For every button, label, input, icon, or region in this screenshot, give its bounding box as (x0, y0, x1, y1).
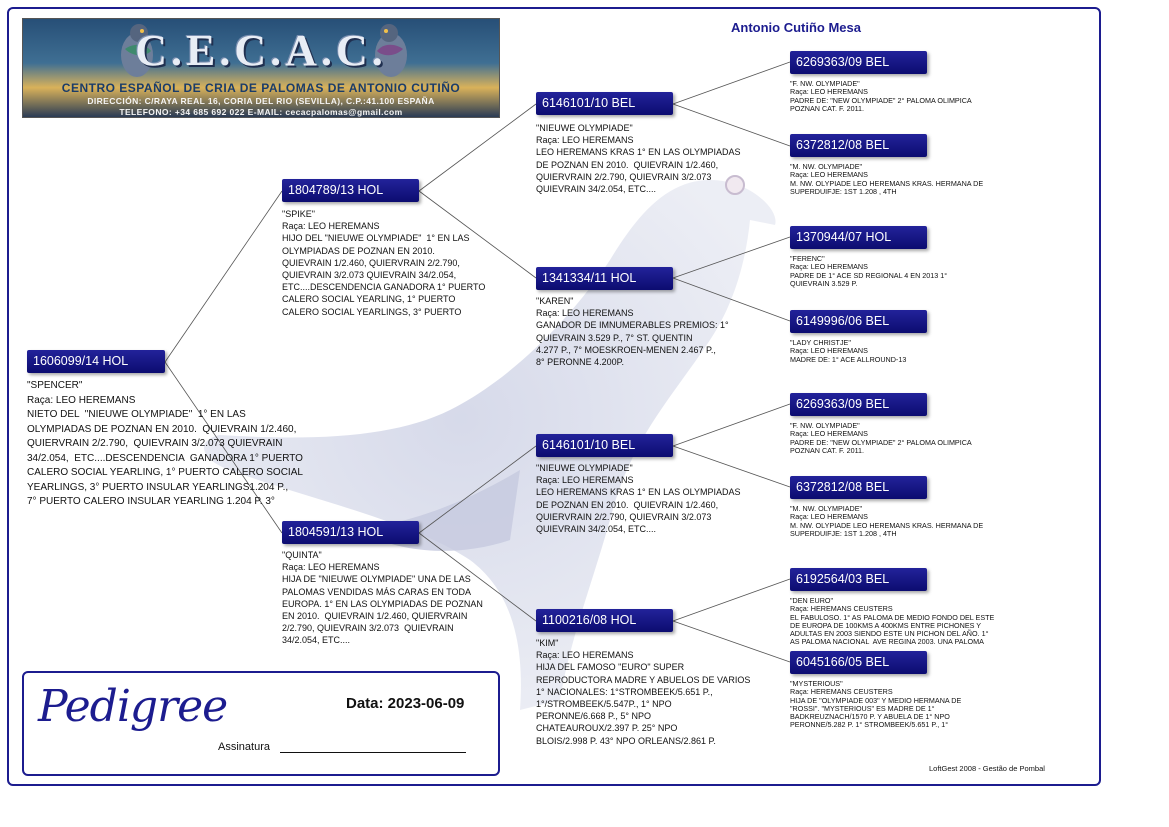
great-grandparent-ring-tag[interactable]: 1370944/07 HOL (790, 226, 927, 249)
subject-ring-tag[interactable]: 1606099/14 HOL (27, 350, 165, 373)
signature-box (22, 671, 500, 776)
great-grandparent-info: "F. NW. OLYMPIADE" Raça: LEO HEREMANS PADRE DE: "NEW OLYMPIADE" 2° PALOMA OLIMPICA POZNAN CAT. F. 2011. (790, 421, 972, 455)
mother-ring-tag[interactable]: 1804591/13 HOL (282, 521, 419, 544)
software-credit: LoftGest 2008 - Gestão de Pombal (929, 764, 1045, 773)
maternal-grandfather-info: "NIEUWE OLYMPIADE" Raça: LEO HEREMANS LEO HEREMANS KRAS 1° EN LAS OLYMPIADAS DE POZNAN EN 2010. QUIEVRAIN 1/2.460, QUIERVRAIN 2/2.790, QUIEVRAIN 3/2.073 QUIEVRAIN 34/2.054, ETC.... (536, 463, 741, 535)
connector-line (673, 404, 790, 446)
great-grandparent-ring-tag[interactable]: 6192564/03 BEL (790, 568, 927, 591)
owner-name: Antonio Cutiño Mesa (731, 20, 861, 35)
connector-line (165, 191, 282, 362)
paternal-grandmother-ring-tag[interactable]: 1341334/11 HOL (536, 267, 673, 290)
signature-label: Assinatura (218, 741, 270, 753)
connector-line (673, 62, 790, 104)
great-grandparent-ring-tag[interactable]: 6045166/05 BEL (790, 651, 927, 674)
connector-line (419, 104, 536, 191)
maternal-grandmother-ring-tag[interactable]: 1100216/08 HOL (536, 609, 673, 632)
great-grandparent-info: "DEN EURO" Raça: HEREMANS CEUSTERS EL FABULOSO. 1° AS PALOMA DE MEDIO FONDO DEL ESTE DE EUROPA DE 100KMS A 400KMS ENTRE PICHONES Y ADULTAS EN 2003 SIENDO ESTE UN PICHON DEL AÑO. 1° AS PALOMA NACIONAL AVE REGINA 2003. UNA PALOMA (790, 596, 995, 647)
maternal-grandfather-ring-tag[interactable]: 6146101/10 BEL (536, 434, 673, 457)
maternal-grandmother-info: "KIM" Raça: LEO HEREMANS HIJA DEL FAMOSO "EURO" SUPER REPRODUCTORA MADRE Y ABUELOS DE VARIOS 1° NACIONALES: 1°STROMBEEK/5.651 P., 1°/STROMBEEK/5.547P., 1° NPO PERONNE/6.668 P., 5° NPO CHATEAUROUX/2.397 P. 25° NPO BLOIS/2.998 P. 43° NPO ORLEANS/2.861 P. (536, 638, 751, 746)
connector-line (419, 446, 536, 533)
subject-info: "SPENCER" Raça: LEO HEREMANS NIETO DEL "NIEUWE OLYMPIADE" 1° EN LAS OLYMPIADAS DE POZNAN EN 2010. QUIEVRAIN 1/2.460, QUIERVRAIN 2/2.790, QUIEVRAIN 3/2.073 QUIEVRAIN 34/2.054, ETC....DESCENDENCIA GANADORA 1° PUERTO CALERO SOCIAL YEARLING, 1° PUERTO CALERO SOCIAL YEARLINGS, 3° PUERTO INSULAR YEARLINGS1.204 P., 7° PUERTO CALERO INSULAR YEARLING 1.204 P. 3° (27, 380, 303, 507)
signature-line[interactable] (280, 752, 466, 753)
paternal-grandmother-info: "KAREN" Raça: LEO HEREMANS GANADOR DE IMNUMERABLES PREMIOS: 1° QUIEVRAIN 3.529 P., 7° ST. QUENTIN 4.277 P., 7° MOESKROEN-MENEN 2.467 P., 8° PERONNE 4.200P. (536, 296, 729, 368)
great-grandparent-info: "FERENC" Raça: LEO HEREMANS PADRE DE 1° ACE SD REGIONAL 4 EN 2013 1° QUIEVRAIN 3.529 P. (790, 254, 948, 288)
father-ring-tag[interactable]: 1804789/13 HOL (282, 179, 419, 202)
banner-title: C.E.C.A.C. (135, 26, 387, 75)
banner-contact: TELEFONO: +34 685 692 022 E-MAIL: cecacpalomas@gmail.com (119, 107, 403, 117)
paternal-grandfather-ring-tag[interactable]: 6146101/10 BEL (536, 92, 673, 115)
father-info: "SPIKE" Raça: LEO HEREMANS HIJO DEL "NIEUWE OLYMPIADE" 1° EN LAS OLYMPIADAS DE POZNAN EN 2010. QUIEVRAIN 1/2.460, QUIERVRAIN 2/2.790, QUIEVRAIN 3/2.073 QUIEVRAIN 34/2.054, ETC....DESCENDENCIA GANADORA 1° PUERTO CALERO SOCIAL YEARLING, 1° PUERTO CALERO SOCIAL YEARLINGS, 3° PUERTO (282, 209, 486, 317)
great-grandparent-ring-tag[interactable]: 6372812/08 BEL (790, 134, 927, 157)
pedigree-date: Data: 2023-06-09 (346, 695, 465, 712)
great-grandparent-info: "F. NW. OLYMPIADE" Raça: LEO HEREMANS PADRE DE: "NEW OLYMPIADE" 2° PALOMA OLIMPICA POZNAN CAT. F. 2011. (790, 79, 972, 113)
great-grandparent-ring-tag[interactable]: 6269363/09 BEL (790, 393, 927, 416)
banner-subtitle: CENTRO ESPAÑOL DE CRIA DE PALOMAS DE ANTONIO CUTIÑO (61, 81, 461, 95)
great-grandparent-info: "LADY CHRISTJE" Raça: LEO HEREMANS MADRE DE: 1° ACE ALLROUND-13 (790, 338, 907, 364)
great-grandparent-ring-tag[interactable]: 6269363/09 BEL (790, 51, 927, 74)
mother-info: "QUINTA" Raça: LEO HEREMANS HIJA DE "NIEUWE OLYMPIADE" UNA DE LAS PALOMAS VENDIDAS MÁS CARAS EN TODA EUROPA. 1° EN LAS OLYMPIADAS DE POZNAN EN 2010. QUIEVRAIN 1/2.460, QUIERVRAIN 2/2.790, QUIEVRAIN 3/2.073 QUIEVRAIN 34/2.054, ETC.... (282, 550, 483, 646)
great-grandparent-ring-tag[interactable]: 6149996/06 BEL (790, 310, 927, 333)
connector-line (673, 579, 790, 621)
great-grandparent-info: "M. NW. OLYMPIADE" Raça: LEO HEREMANS M. NW. OLYPIADE LEO HEREMANS KRAS. HERMANA DE SUPERDUIFJE: 1ST 1.208 , 4TH (790, 162, 984, 196)
great-grandparent-info: "MYSTERIOUS" Raça: HEREMANS CEUSTERS HIJA DE "OLYMPIADE 003" Y MEDIO HERMANA DE "ROSSI". "MYSTERIOUS" ES MADRE DE 1° BADKREUZNACH/1570 P. Y ABUELA DE 1° NPO PERONNE/5.282 P. 1° STROMBEEK/5.651 P., 1° (790, 679, 962, 730)
great-grandparent-ring-tag[interactable]: 6372812/08 BEL (790, 476, 927, 499)
paternal-grandfather-info: "NIEUWE OLYMPIADE" Raça: LEO HEREMANS LEO HEREMANS KRAS 1° EN LAS OLYMPIADAS DE POZNAN EN 2010. QUIEVRAIN 1/2.460, QUIERVRAIN 2/2.790, QUIEVRAIN 3/2.073 QUIEVRAIN 34/2.054, ETC.... (536, 123, 741, 195)
connector-line (673, 237, 790, 278)
banner-address: DIRECCIÓN: C/RAYA REAL 16, CORIA DEL RIO (SEVILLA), C.P.:41.100 ESPAÑA (87, 96, 435, 106)
pedigree-logo: Pedigree (38, 681, 228, 732)
great-grandparent-info: "M. NW. OLYMPIADE" Raça: LEO HEREMANS M. NW. OLYPIADE LEO HEREMANS KRAS. HERMANA DE SUPERDUIFJE: 1ST 1.208 , 4TH (790, 504, 984, 538)
